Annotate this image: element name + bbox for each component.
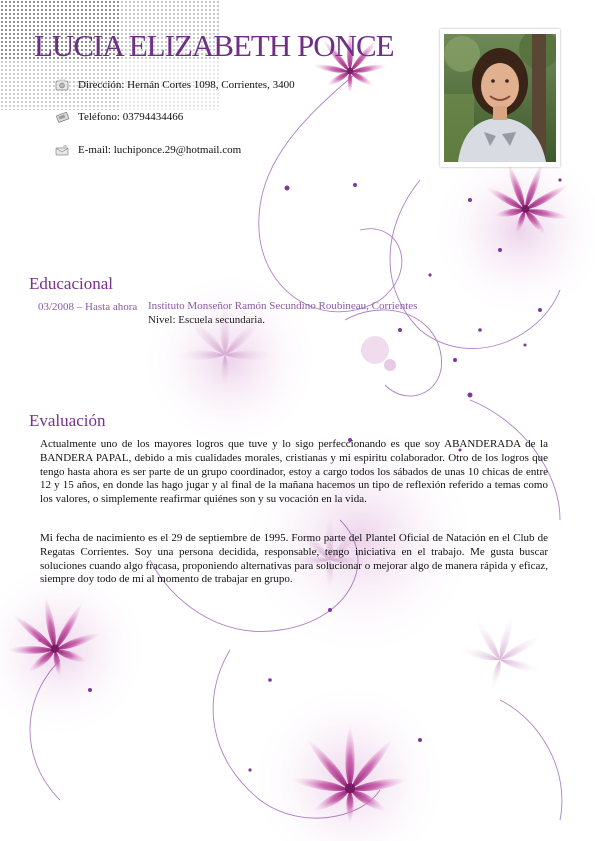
profile-photo (444, 34, 556, 162)
education-date: 03/2008 – Hasta ahora (38, 301, 138, 313)
education-institution: Instituto Monseñor Ramón Secundino Roubineau, Corrientes (148, 300, 418, 312)
profile-photo-frame (440, 29, 560, 167)
education-section-title: Educacional (29, 274, 114, 293)
evaluation-paragraph-1: Actualmente uno de los mayores logros que tuve y lo sigo perfeccionando es que soy ABANDERADA de la BANDERA PAPAL, debido a mis cualidades morales, cristianas y mi espiritu colaborador. Otro de los logros que tengo hasta ahora es ser parte de un grupo coordinador, estoy a cargo todos los sábados de unas 10 chicas de entre 12 y 15 años, en donde las hago jugar y al final de la mañana hacemos un tipo de reflexión referido a temas como los valores, o simplemente reafirmar quiénes son y su vocación en la vida. (40, 438, 548, 506)
phone-icon (54, 109, 70, 125)
email-icon (54, 142, 70, 158)
address-icon (54, 77, 70, 93)
phone-text: Teléfono: 03794434466 (78, 111, 184, 123)
education-level: Nivel: Escuela secundaria. (148, 314, 265, 326)
address-text: Dirección: Hernán Cortes 1098, Corrientes, 3400 (78, 79, 295, 91)
contact-address-row (54, 77, 295, 93)
email-text: E-mail: luchiponce.29@hotmail.com (78, 144, 242, 156)
contact-phone-row (54, 109, 183, 125)
evaluation-paragraph-2: Mi fecha de nacimiento es el 29 de septiembre de 1995. Formo parte del Plantel Oficial de Natación en el Club de Regatas Corrientes. Soy una persona decidida, responsable, tengo iniciativa en el trabajo. Me gusta buscar soluciones cuando algo fracasa, proponiendo alternativas para solucionar o mejorar algo de manera rápida y eficaz, siempre doy todo de mí al momento de trabajar en grupo. (40, 532, 548, 586)
full-name-heading: LUCIA ELIZABETH PONCE (34, 28, 394, 63)
contact-email-row (54, 142, 241, 158)
evaluation-section-title: Evaluación (29, 411, 106, 430)
